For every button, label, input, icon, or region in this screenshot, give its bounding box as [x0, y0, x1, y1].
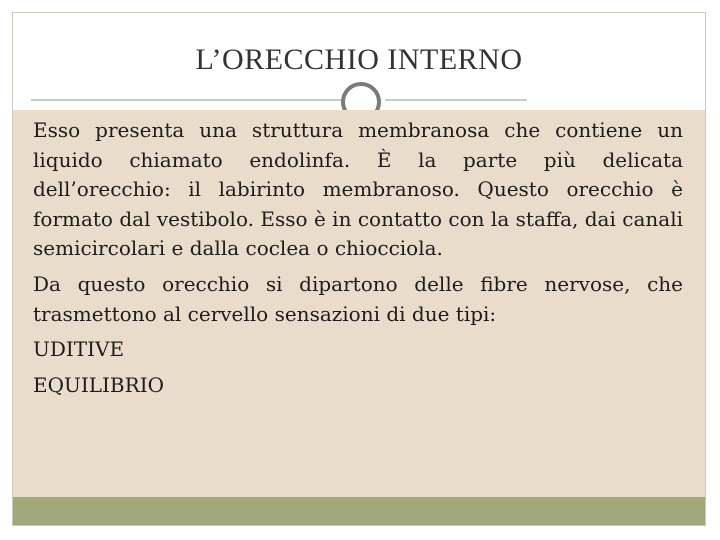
slide: [12, 12, 706, 526]
paragraph-nerves: Da questo orecchio si dipartono delle fibre nervose, che trasmettono al cervello sensazioni di due tipi:: [33, 271, 683, 326]
content-area: [13, 110, 705, 498]
list-item-equilibrio: EQUILIBRIO: [33, 372, 164, 397]
title-divider-right: [385, 99, 527, 101]
slide-title: L’ORECCHIO INTERNO: [195, 43, 523, 76]
body-text: [33, 116, 683, 406]
title-divider-left: [31, 99, 343, 101]
list-item-uditive: UDITIVE: [33, 337, 125, 362]
footer-bar: [13, 497, 705, 525]
paragraph-intro: Esso presenta una struttura membranosa che contiene un liquido chiamato endolinfa. È la parte più delicata dell’orecchio: il labirinto membranoso. Questo orecchio è formato dal vestibolo. Esso è in contatto con la staffa, dai canali semicircolari e dalla coclea o chiocciola.: [33, 118, 683, 261]
title-area: [13, 13, 705, 101]
